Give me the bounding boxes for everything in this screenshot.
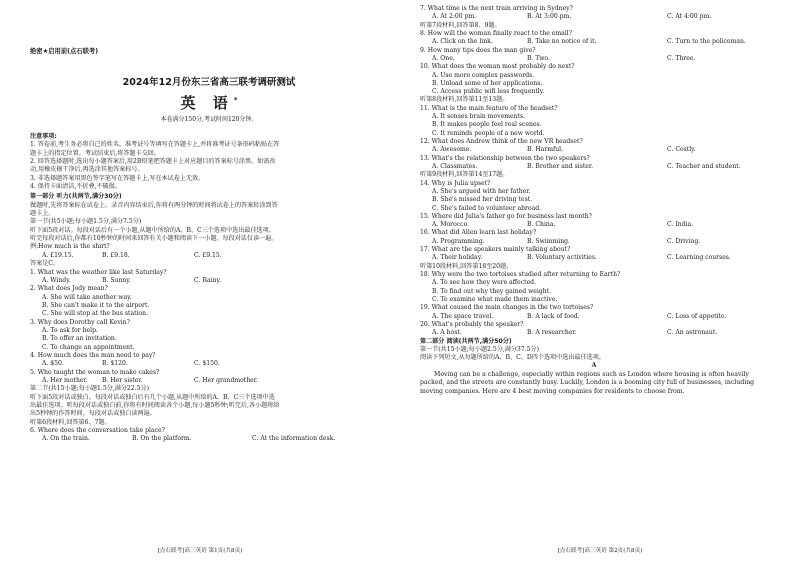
option-b: B. She's missed her driving test. — [432, 196, 533, 204]
passage-text: Moving can be a challenge, especially within regions such as London where housing is often heavily packed, and the streets are constantly busy. Luckily, London is a booming city full of businesses, including moving companies. Here are 4 best moving companies for residents to choose from. — [420, 370, 755, 395]
q6-option-c: C. At the information desk. — [252, 435, 336, 443]
option-c: C. Driving. — [667, 237, 701, 245]
subject-title — [30, 92, 388, 113]
question-stem: 9. How many tips does the man give? — [420, 46, 536, 54]
question-stem: 20. What's probably the speaker? — [420, 320, 524, 328]
option-b: B. $120. — [102, 360, 128, 368]
instruction-line: 阅读下列短文,从每题所给的A、B、C、D四个选项中选出最佳选项。 — [420, 354, 605, 362]
instruction-line: 例:How much is the shirt? — [30, 243, 110, 251]
question-stem: 1. What was the weather like last Saturday? — [30, 268, 167, 276]
option-c: C. Costly. — [667, 146, 696, 154]
question-options — [420, 146, 768, 154]
instruction-line: 第二节(共15小题;每小题1.5分,满分22.5分) — [30, 385, 149, 393]
example-option-a: A. £19.15. — [42, 251, 74, 259]
option-a: A. It senses brain movements. — [432, 113, 526, 121]
option-a: A. Her mother. — [42, 376, 88, 384]
option-c: C. Rainy. — [194, 276, 222, 284]
question-options — [420, 55, 768, 63]
q6-option-a: A. On the train. — [42, 435, 90, 443]
question-stem: 13. What's the relationship between the two speakers? — [420, 154, 590, 162]
instruction-line: 听完每段对话后,你都有10秒钟的时间来回答有关小题和阅读下一小题。每段对话仅读一遍。 — [30, 235, 278, 243]
page-footer-left: [点石联考]高三英语 第1页(共8页) — [157, 548, 243, 554]
part1-heading: 第一部分 听力(共两节,满分30分) — [30, 193, 122, 201]
option-c: C. She's failed to volunteer abroad. — [432, 204, 542, 212]
left-question-list — [30, 269, 388, 386]
question-options — [420, 221, 768, 229]
option-a: A. Their holiday. — [432, 254, 483, 262]
option-b: B. Brother and sister. — [527, 162, 594, 170]
option-c: C. Teacher and student. — [667, 162, 741, 170]
page-right — [400, 0, 800, 565]
option-b: B. At 3:00 pm. — [527, 13, 572, 21]
option-a: A. Classmates. — [432, 162, 478, 170]
option-c: C. She will stop at the bus station. — [42, 310, 149, 318]
material-note: 听第8段材料,回答第11至13题。 — [420, 96, 509, 104]
page-footer-right: [点石联考]高三英语 第2页(共8页) — [557, 548, 643, 554]
confidential-label: 绝密★启用前(点石联考) — [30, 48, 99, 55]
question-stem: 18. Why were the two tortoises studied after returning to Earth? — [420, 271, 621, 278]
option-c: C. To change an appointment. — [42, 343, 135, 351]
option-a: A. $50. — [42, 360, 64, 368]
option-a: A. Click on the link. — [432, 38, 493, 46]
option-c: C. Her grandmother. — [194, 376, 258, 384]
question-options — [420, 238, 768, 246]
question-stem: 19. What caused the main changes in the two tortoises? — [420, 304, 594, 312]
option-a: A. Morocco. — [432, 221, 470, 229]
option-c: C. At 4:00 pm. — [667, 13, 712, 21]
example-option-b: B. £9.18. — [102, 251, 130, 259]
material-note: 听第9段材料,回答第14至17题。 — [420, 171, 509, 179]
question-stem: 17. What are the speakers mainly talking about? — [420, 246, 571, 254]
instruction-line: 做题时,先将答案标在试卷上。录音内容结束后,你将有两分钟的时间将试卷上的答案转涂到答 — [30, 201, 278, 209]
question-6: 6. Where does the conversation take place? — [30, 427, 165, 435]
option-b: B. Take no notice of it. — [527, 38, 597, 46]
option-a: A. One. — [432, 54, 455, 62]
option-b: B. Unload some of her applications. — [432, 79, 543, 87]
passage-label: A — [591, 362, 597, 370]
question-options — [420, 13, 768, 21]
option-c: C. To examine what made them inactive. — [432, 295, 558, 303]
question-options — [30, 277, 388, 285]
notice-line: 题卡上的指定位置。考试结束后,将答题卡交回。 — [30, 149, 160, 157]
option-c: C. Learning courses. — [667, 254, 731, 262]
option-c: C. Loss of appetite. — [667, 312, 727, 320]
option-b: B. A researcher. — [527, 329, 577, 337]
option-b: B. Sunny. — [102, 276, 131, 284]
instruction-line: 听下面5段对话。每段对话后有一个小题,从题中所给的A、B、C三个选项中选出最佳选项。 — [30, 226, 275, 234]
option-a: A. The space travel. — [432, 312, 494, 320]
option-a: A. She will take another way. — [42, 293, 132, 301]
instruction-line: 出5秒钟的作答时间。每段对话或独白读两遍。 — [30, 410, 156, 418]
question-options — [30, 360, 388, 368]
notice-list — [30, 141, 388, 191]
right-question-list — [420, 5, 768, 338]
question-stem: 16. What did Allen learn last holiday? — [420, 229, 537, 237]
instruction-line: 听第6段材料,回答第6、7题。 — [30, 418, 111, 426]
question-stem: 7. What time is the next train arriving in Sydney? — [420, 5, 573, 12]
subject-text: 英 语 — [180, 94, 234, 112]
question-stem: 4. How much does the man need to pay? — [30, 351, 156, 359]
option-c: C. $150. — [194, 360, 220, 368]
option-b: B. Harmful. — [527, 146, 564, 154]
part1-instructions — [30, 202, 388, 252]
option-b: B. To find out why they gained weight. — [432, 287, 552, 295]
option-a: A. Windy. — [42, 276, 71, 284]
example-option-c: C. £9.15. — [194, 251, 222, 259]
exam-title: 2024年12月份东三省高三联考调研测试 — [122, 77, 296, 88]
option-a: A. At 2:00 pm. — [432, 13, 477, 21]
option-c: C. It reminds people of a new world. — [432, 129, 545, 137]
part2-instructions — [420, 346, 768, 363]
instruction-line: 听下面5段对话或独白。每段对话或独白后有几个小题,从题中所给的A、B、C三个选项中选 — [30, 393, 275, 401]
option-c: C. Three. — [667, 54, 696, 62]
instruction-line: 出最佳选项。听每段对话或独白前,你将有时间阅读各个小题,每小题5秒钟;听完后,各小题将给 — [30, 402, 280, 409]
notice-heading: 注意事项: — [30, 133, 57, 140]
notice-line: 4. 保持卡面清洁,不折叠,不破损。 — [30, 183, 121, 191]
question-stem: 15. Where did Julia's father go for business last month? — [420, 212, 592, 220]
option-b: B. Swimming. — [527, 237, 570, 245]
instruction-line: 第一节(共5小题;每小题1.5分,满分7.5分) — [30, 218, 142, 226]
q6-option-b: B. On the platform. — [132, 435, 192, 443]
question-6-options — [30, 435, 388, 443]
option-b: B. China. — [527, 221, 556, 229]
question-options — [420, 163, 768, 171]
question-stem: 5. Who taught the woman to make cakes? — [30, 368, 160, 376]
question-stem: 3. Why does Dorothy call Kevin? — [30, 318, 130, 326]
question-stem: 10. What does the woman most probably do next? — [420, 63, 575, 71]
option-c: C. India. — [667, 221, 694, 229]
option-c: C. Access public wifi less frequently. — [432, 88, 545, 96]
notice-line: 1. 答卷前,考生务必将自己的姓名、准考证号等填写在答题卡上,并将准考证号条形码粘贴在答 — [30, 141, 280, 149]
option-b: B. It makes people feel real scenes. — [432, 121, 542, 129]
part2-heading: 第二部分 阅读(共两节,满分50分) — [420, 337, 512, 345]
question-options — [420, 313, 768, 321]
option-a: A. She's argued with her father. — [432, 187, 531, 195]
option-b: B. Her sister. — [102, 376, 143, 384]
question-options — [420, 329, 768, 337]
option-a: A. Programming. — [432, 237, 485, 245]
question-stem: 14. Why is Julia upset? — [420, 179, 491, 187]
option-a: A. Awesome. — [432, 146, 472, 154]
option-c: C. An astronaut. — [667, 329, 718, 337]
option-b: B. To offer an invitation. — [42, 335, 117, 343]
instruction-line: 第一节(共15小题;每小题2.5分,满分37.5分) — [420, 345, 539, 353]
option-a: A. A host. — [432, 329, 462, 337]
question-stem: 11. What is the main feature of the headset? — [420, 104, 558, 112]
section2-instructions — [30, 385, 388, 427]
question-options — [420, 38, 768, 46]
option-a: A. Use more complex passwords. — [432, 71, 535, 79]
option-b: B. She can't make it to the airport. — [42, 301, 150, 309]
notice-line: 2. 回答选择题时,选出每小题答案后,用2B铅笔把答题卡上对应题目的答案标号涂黑。如需改 — [30, 158, 276, 166]
question-stem: 12. What does Andrew think of the new VR headset? — [420, 138, 583, 145]
option-b: B. Voluntary activities. — [527, 254, 597, 262]
option-a: A. To ask for help. — [42, 326, 98, 334]
notice-line: 动,用橡皮擦干净后,再选涂其他答案标号。 — [30, 166, 144, 174]
material-note: 听第10段材料,回答第18至20题。 — [420, 262, 513, 270]
option-a: A. To see how they were affected. — [432, 279, 537, 287]
example-options — [30, 252, 388, 260]
option-b: B. Two. — [527, 54, 550, 62]
exam-meta: 本卷满分150分,考试时间120分钟。 — [160, 116, 258, 123]
instruction-line: 题卡上。 — [30, 210, 55, 218]
question-stem: 2. What does Jody mean? — [30, 285, 108, 293]
question-options — [420, 254, 768, 262]
option-b: B. A lack of food. — [527, 312, 580, 320]
notice-line: 3. 非选择题答案用黑色签字笔写在答题卡上,写在本试卷上无效。 — [30, 174, 205, 182]
subject-mark: * — [233, 96, 238, 104]
question-stem: 8. How will the woman finally react to the email? — [420, 29, 572, 37]
material-note: 听第7段材料,回答第8、9题。 — [420, 21, 501, 29]
example-answer: 答案是C。 — [30, 260, 60, 268]
option-c: C. Turn to the policeman. — [667, 38, 746, 46]
